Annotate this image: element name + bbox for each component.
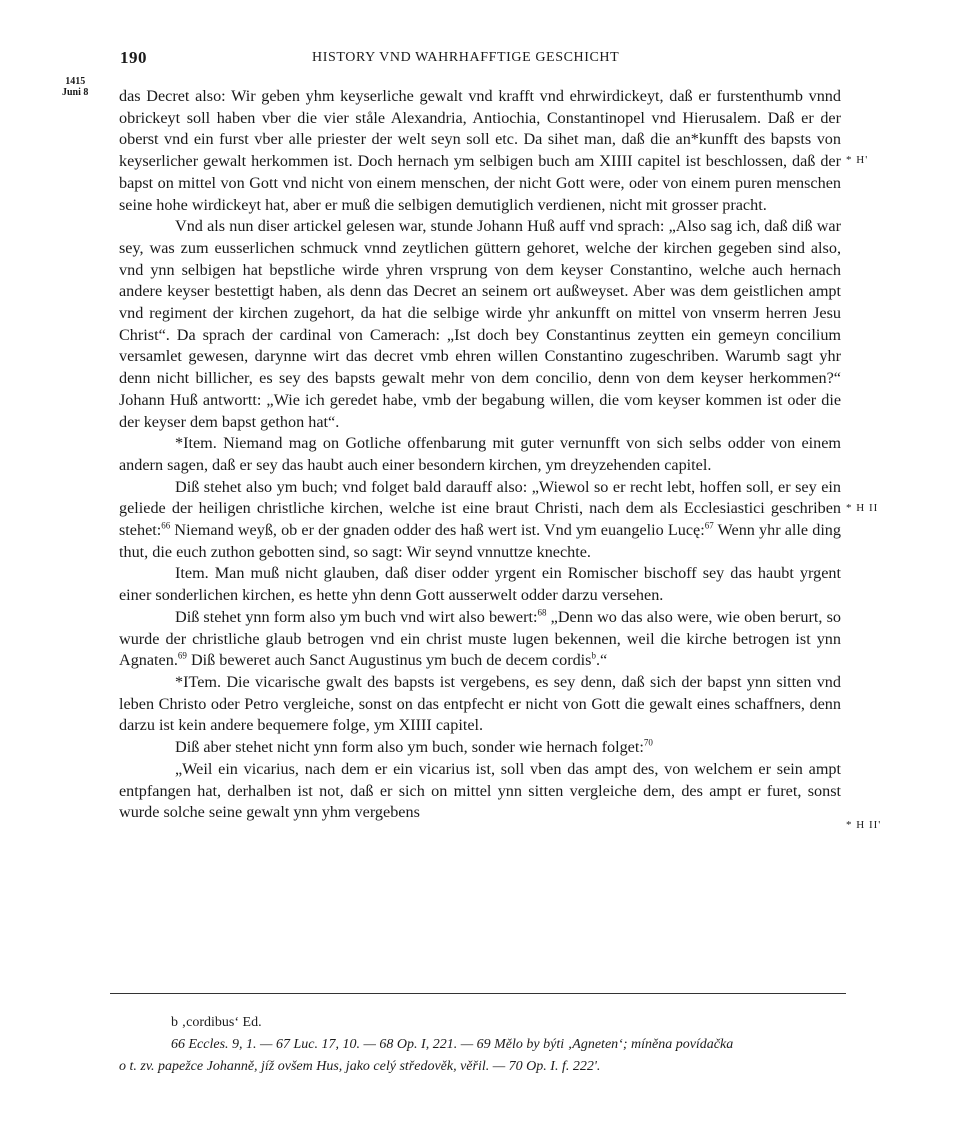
paragraph-6: Diß stehet ynn form also ym buch vnd wirt also bewert:$^{68}$ „Denn wo das also were, wie oben berurt, so wurde der christliche glaub betrogen vnd ein christ muste lugen bekennen, weil die kirche betrogen ist ynn Agnaten.$^{69}$ Diß beweret auch Sanct Augustinus ym buch de decem cordis$^b$.“ [119, 607, 841, 670]
footnote-rule [110, 993, 846, 994]
margin-note-2: * H II [846, 502, 879, 514]
footnote-ref-69: 69 [177, 650, 187, 661]
paragraph-7: *ITem. Die vicarische gwalt des bapsts ist vergebens, es sey denn, daß sich der bapst ynn sitten vnd leben Christo oder Petro vergleiche, sonst on das entpfecht er nicht von Gott die gewalt eines schaffners, denn darzu ist kein andere bequemere folge, ym XIIII capitel. [119, 672, 841, 735]
paragraph-1: das Decret also: Wir geben yhm keyserliche gewalt vnd krafft vnd ehrwirdickeyt, daß er furstenthumb vnnd obrickeyt soll haben vber die vier ståle Alexandria, Antiochia, Constantinopel vnd Hierusalem. Daß er der oberst vnd ein furst vber alle priester der welt seyn soll etc. Da sihet man, daß die an*kunfft des bapsts von keyserlicher gewalt herkommen ist. Doch hernach ym selbigen buch am XIIII capitel ist beschlossen, daß der bapst on mittel von Gott vnd nicht von einem menschen, der nicht Gott were, oder von einem puren menschen seine hohe wirdickeyt hat, aber er muß die selbigen demutiglich verdienen, nicht mit grosser pracht. [119, 87, 841, 214]
margin-date-year: 1415 [65, 76, 86, 87]
margin-date [62, 76, 88, 98]
footnote-ref-68: 68 [537, 607, 547, 618]
footnote-b: b ‚cordibus‘ Ed. [171, 1015, 262, 1030]
footnote-numbers-line-2: o t. zv. papežce Johanně, jíž ovšem Hus, jako celý středověk, věřil. — 70 Op. I. f. 222'. [119, 1059, 601, 1074]
margin-note-3: * H II' [846, 819, 882, 831]
footnote-ref-b: b [591, 650, 596, 661]
paragraph-9: „Weil ein vicarius, nach dem er ein vicarius ist, soll vben das ampt des, von welchem er sein ampt entpfangen hat, derhalben ist not, daß er sich on mittel ynn sitten vergleiche dem, des ampt er furet, sonst wurde solche seine gewalt ynn yhm vergebens [119, 759, 841, 822]
running-head: HISTORY VND WAHRHAFFTIGE GESCHICHT [312, 50, 620, 65]
page-number: 190 [120, 48, 147, 67]
paragraph-3: *Item. Niemand mag on Gotliche offenbarung mit guter vernunfft von sich selbs odder von einem andern sagen, daß er sey das haubt auch einer besondern kirchen, ym dreyzehenden capitel. [119, 434, 841, 474]
paragraph-4: Diß stehet also ym buch; vnd folget bald darauff also: „Wiewol so er recht lebt, hoffen soll, er sey ein geliede der heiligen christliche kirchen, welche ist eine braut Christi, nach dem als Ecclesiastici geschriben stehet:$^{66}$ Niemand weyß, ob er der gnaden odder des haß wert ist. Vnd ym euangelio Lucę:$^{67}$ Wenn yhr alle ding thut, die euch zuthon gebotten sind, so sagt: Wir seynd vnnuttze knechte. [119, 477, 841, 561]
footnote-numbers-line-1: 66 Eccles. 9, 1. — 67 Luc. 17, 10. — 68 Op. I, 221. — 69 Mělo by býti ‚Agneten‘; míněna povídačka [171, 1037, 734, 1052]
paragraph-8: Diß aber stehet nicht ynn form also ym buch, sonder wie hernach folget:$^{70}$ [175, 737, 653, 757]
paragraph-2: Vnd als nun diser artickel gelesen war, stunde Johann Huß auff vnd sprach: „Also sag ich, daß diß war sey, was zum eusserlichen schmuck vnnd zeytlichen güttern gehoret, welche der kirchen gegeben sind also, vnd ynn selbigen hat bepstliche wirde yhren vrsprung von dem keyser Constantino, welche auch hernach andere keyser bestettigt haben, als denn das Decret an seinem ort außweyset. Aber was dem geistlichen ampt vnd regiment der kirchen zugehort, da hat die selbige wirde yhr ankunfft on mittel von vnserm herren Jesu Christ“. Da sprach der cardinal von Camerach: „Ist doch bey Constantinus zeytten ein gemeyn concilium versamlet gewesen, darynne wirt das decret vmb ehren willen Constantino zugeschriben. Warumb sagt yhr denn nicht billicher, es sey des bapsts gewalt mehr von dem concilio, denn von dem keyser herkommen?“ Johann Huß antwortt: „Wie ich geredet habe, vmb der begabung willen, die vom keyser kommen ist oder die der keyser dem bapst gethon hat“. [119, 217, 841, 431]
footnote-ref-70: 70 [643, 737, 653, 748]
margin-note-1: * H' [846, 154, 869, 166]
paragraph-5: Item. Man muß nicht glauben, daß diser odder yrgent ein Romischer bischoff sey das haubt yrgent einer sonderlichen kirchen, es hette yhn denn Gott ausserwelt odder darzu versehen. [119, 564, 841, 605]
footnotes [119, 1012, 841, 1078]
main-text [119, 86, 841, 824]
footnote-ref-66: 66 [161, 520, 171, 531]
footnote-ref-67: 67 [704, 520, 714, 531]
margin-date-day: Juni 8 [62, 87, 89, 98]
